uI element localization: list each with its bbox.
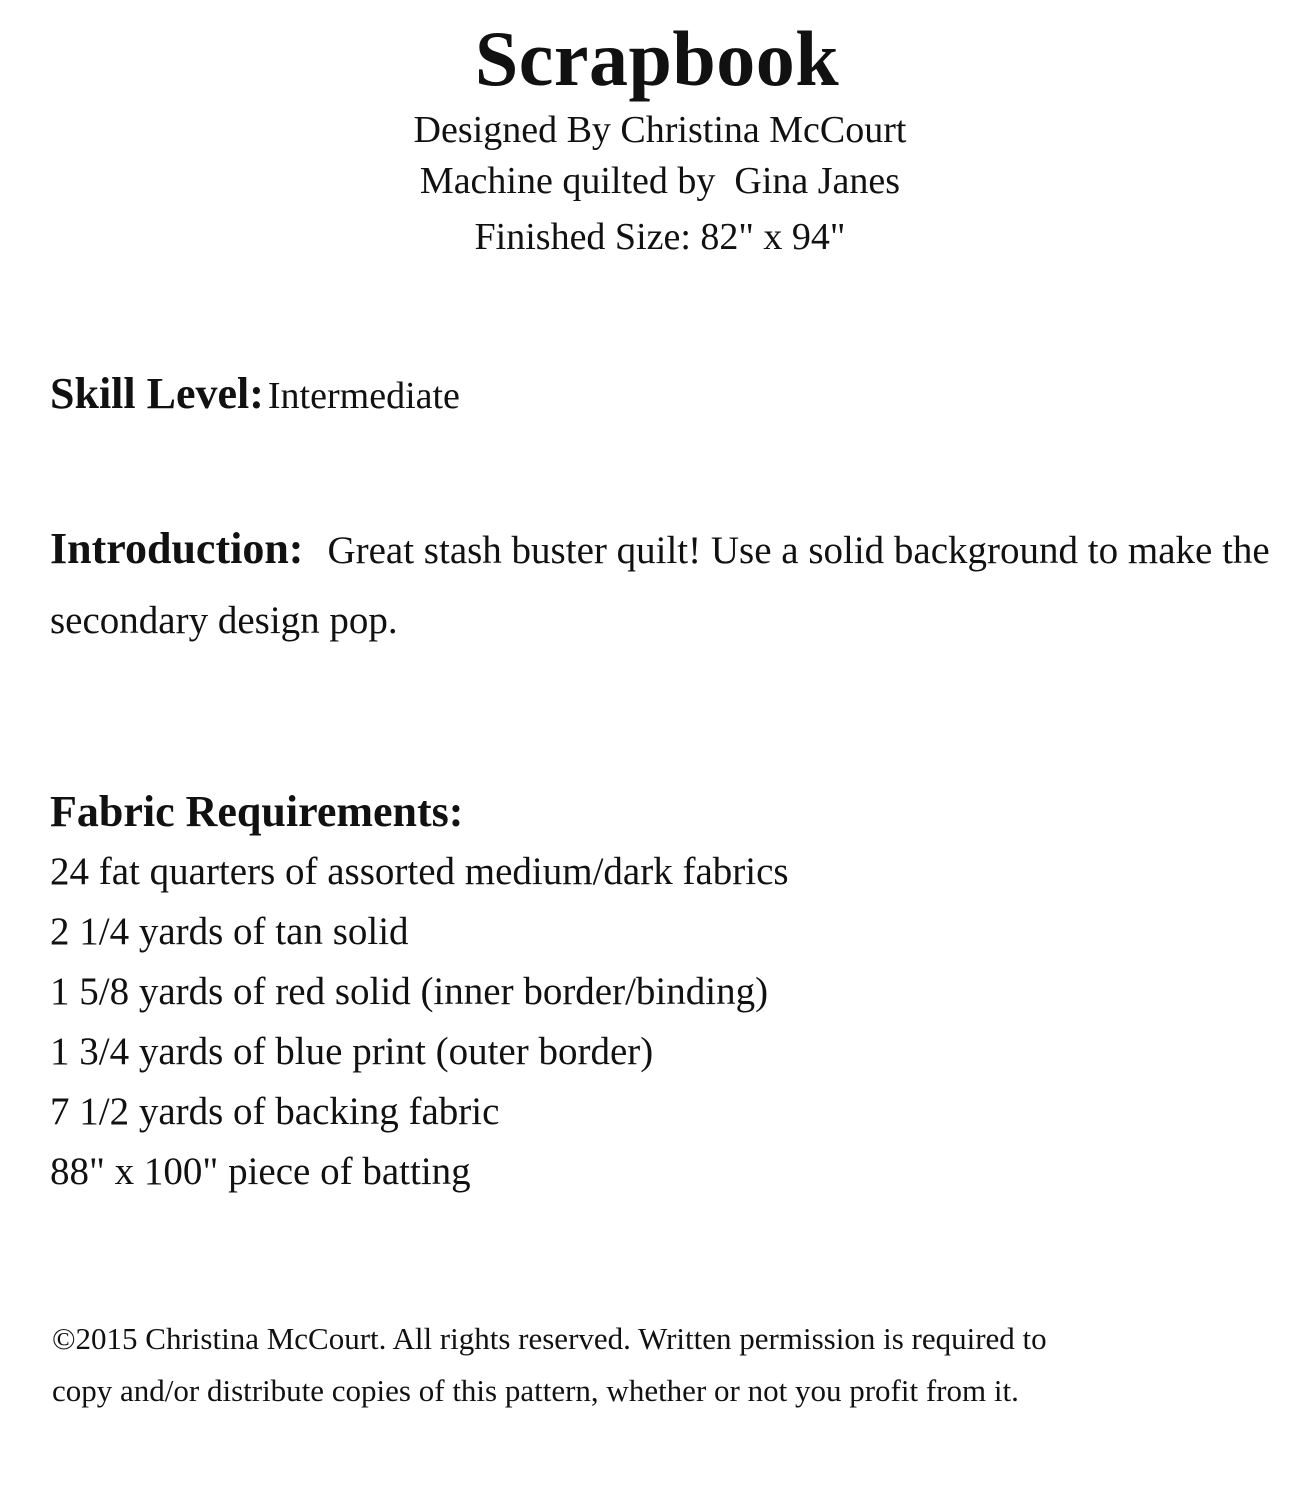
copyright-line-2: copy and/or distribute copies of this pattern, whether or not you profit from it. [52,1373,1019,1408]
fabric-requirements-section [50,782,1294,1202]
skill-level-section [50,366,1294,432]
introduction-text: Great stash buster quilt! Use a solid background to make the secondary design pop. [50,529,1270,642]
list-item: 24 fat quarters of assorted medium/dark fabrics [50,850,789,893]
fabric-requirements-label: Fabric Requirements: [50,787,464,836]
list-item: 1 3/4 yards of blue print (outer border) [50,1030,654,1073]
skill-level-value: Intermediate [267,375,460,417]
copyright-notice [52,1313,1272,1417]
list-item: 2 1/4 yards of tan solid [50,910,409,953]
introduction-label: Introduction: [50,524,304,573]
skill-level-label: Skill Level: [50,369,264,418]
fabric-requirements-list [50,842,1294,1202]
designer-credit: Designed By Christina McCourt [413,109,907,151]
list-item: 7 1/2 yards of backing fabric [50,1090,500,1133]
quilter-credit: Machine quilted by Gina Janes [419,160,901,202]
introduction-section [50,518,1294,660]
copyright-line-1: ©2015 Christina McCourt. All rights reserved. Written permission is required to [52,1321,1047,1356]
list-item: 88" x 100" piece of batting [50,1150,471,1193]
pattern-title: Scrapbook [474,15,840,102]
list-item: 1 5/8 yards of red solid (inner border/binding) [50,970,769,1013]
finished-size: Finished Size: 82" x 94" [474,216,846,258]
